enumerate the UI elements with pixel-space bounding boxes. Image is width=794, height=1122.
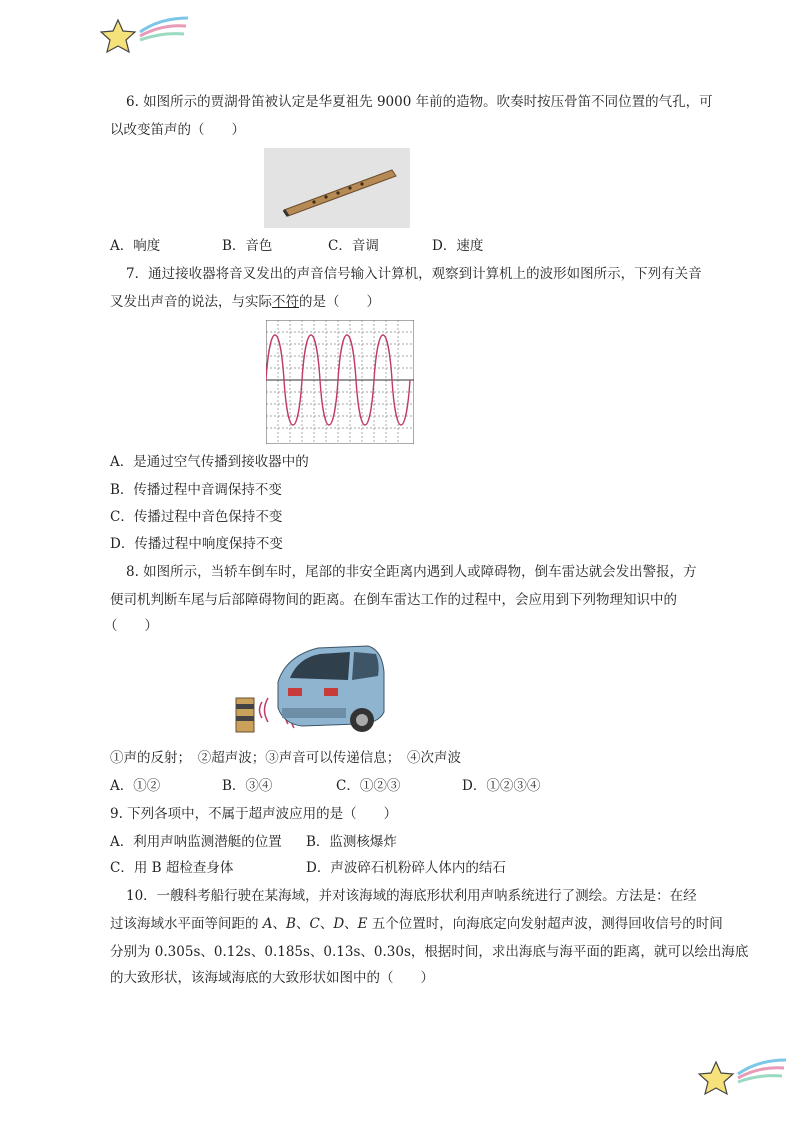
star-decoration-top-icon <box>100 12 190 60</box>
q10-point-a: A <box>262 916 273 932</box>
q10-line2-pre: 过该海域水平面等间距的 <box>110 916 263 932</box>
q6-option-d: D．速度 <box>432 238 484 254</box>
q6-option-c: C．音调 <box>328 238 379 254</box>
q9-option-b: B．监测核爆炸 <box>306 834 397 850</box>
q8-option-a: A．①② <box>110 778 161 794</box>
q7-option-c: C．传播过程中音色保持不变 <box>110 509 283 525</box>
q10-point-e: E <box>357 916 368 932</box>
star-decoration-bottom-icon <box>698 1054 788 1102</box>
q7-line2-post: 的是（ ） <box>299 294 380 310</box>
bone-flute-image <box>264 148 410 228</box>
q8-statement-items: ①声的反射； ②超声波；③声音可以传递信息； ④次声波 <box>110 750 461 766</box>
q7-option-b: B．传播过程中音调保持不变 <box>110 482 282 498</box>
q10-line1: 10．一艘科考船行驶在某海域，并对该海域的海底形状利用声呐系统进行了测绘。方法是：在经 <box>126 888 697 904</box>
q10-point-b: B <box>286 916 296 932</box>
q8-line3: （ ） <box>104 618 158 634</box>
q8-line2: 便司机判断车尾与后部障碍物间的距离。在倒车雷达工作的过程中，会应用到下列物理知识中的 <box>110 592 677 608</box>
q7-option-a: A．是通过空气传播到接收器中的 <box>110 454 309 470</box>
q9-line1: 9. 下列各项中，不属于超声波应用的是（ ） <box>110 806 398 822</box>
q9-option-c: C．用 B 超检查身体 <box>110 860 234 876</box>
oscilloscope-waveform-image <box>266 320 414 444</box>
q6-line2: 以改变笛声的（ ） <box>110 122 245 138</box>
q7-line1: 7．通过接收器将音叉发出的声音信号输入计算机，观察到计算机上的波形如图所示，下列有关音 <box>126 266 702 282</box>
q10-point-c: C <box>309 916 320 932</box>
q9-option-d: D．声波碎石机粉碎人体内的结石 <box>306 860 506 876</box>
q8-option-d: D．①②③④ <box>462 778 541 794</box>
q10-point-d: D <box>333 916 345 932</box>
q10-line3: 分别为 0.305s、0.12s、0.185s、0.13s、0.30s，根据时间，求出海底与海平面的距离，就可以绘出海底 <box>110 944 749 960</box>
q7-option-d: D．传播过程中响度保持不变 <box>110 536 283 552</box>
q10-line2-post: 五个位置时，向海底定向发射超声波，测得回收信号的时间 <box>367 916 723 932</box>
q10-line4: 的大致形状，该海域海底的大致形状如图中的（ ） <box>110 970 434 986</box>
q7-line2-pre: 叉发出声音的说法，与实际 <box>110 294 272 310</box>
q10-line2: 过该海域水平面等间距的 A、B、C、D、E 五个位置时，向海底定向发射超声波，测得回收信号的时间 <box>110 916 723 932</box>
q8-option-c: C．①②③ <box>336 778 401 794</box>
q7-line2 <box>110 292 380 312</box>
q6-option-a: A．响度 <box>110 238 161 254</box>
q7-underlined-word: 不符 <box>272 294 299 310</box>
q6-option-b: B．音色 <box>222 238 273 254</box>
q8-line1: 8. 如图所示，当轿车倒车时，尾部的非安全距离内遇到人或障碍物，倒车雷达就会发出警报，方 <box>126 564 697 580</box>
q9-option-a: A．利用声呐监测潜艇的位置 <box>110 834 282 850</box>
q8-option-b: B．③④ <box>222 778 273 794</box>
q6-line1: 6. 如图所示的贾湖骨笛被认定是华夏祖先 9000 年前的造物。吹奏时按压骨笛不同位置的气孔，可 <box>126 94 713 110</box>
reversing-car-image <box>228 642 388 738</box>
